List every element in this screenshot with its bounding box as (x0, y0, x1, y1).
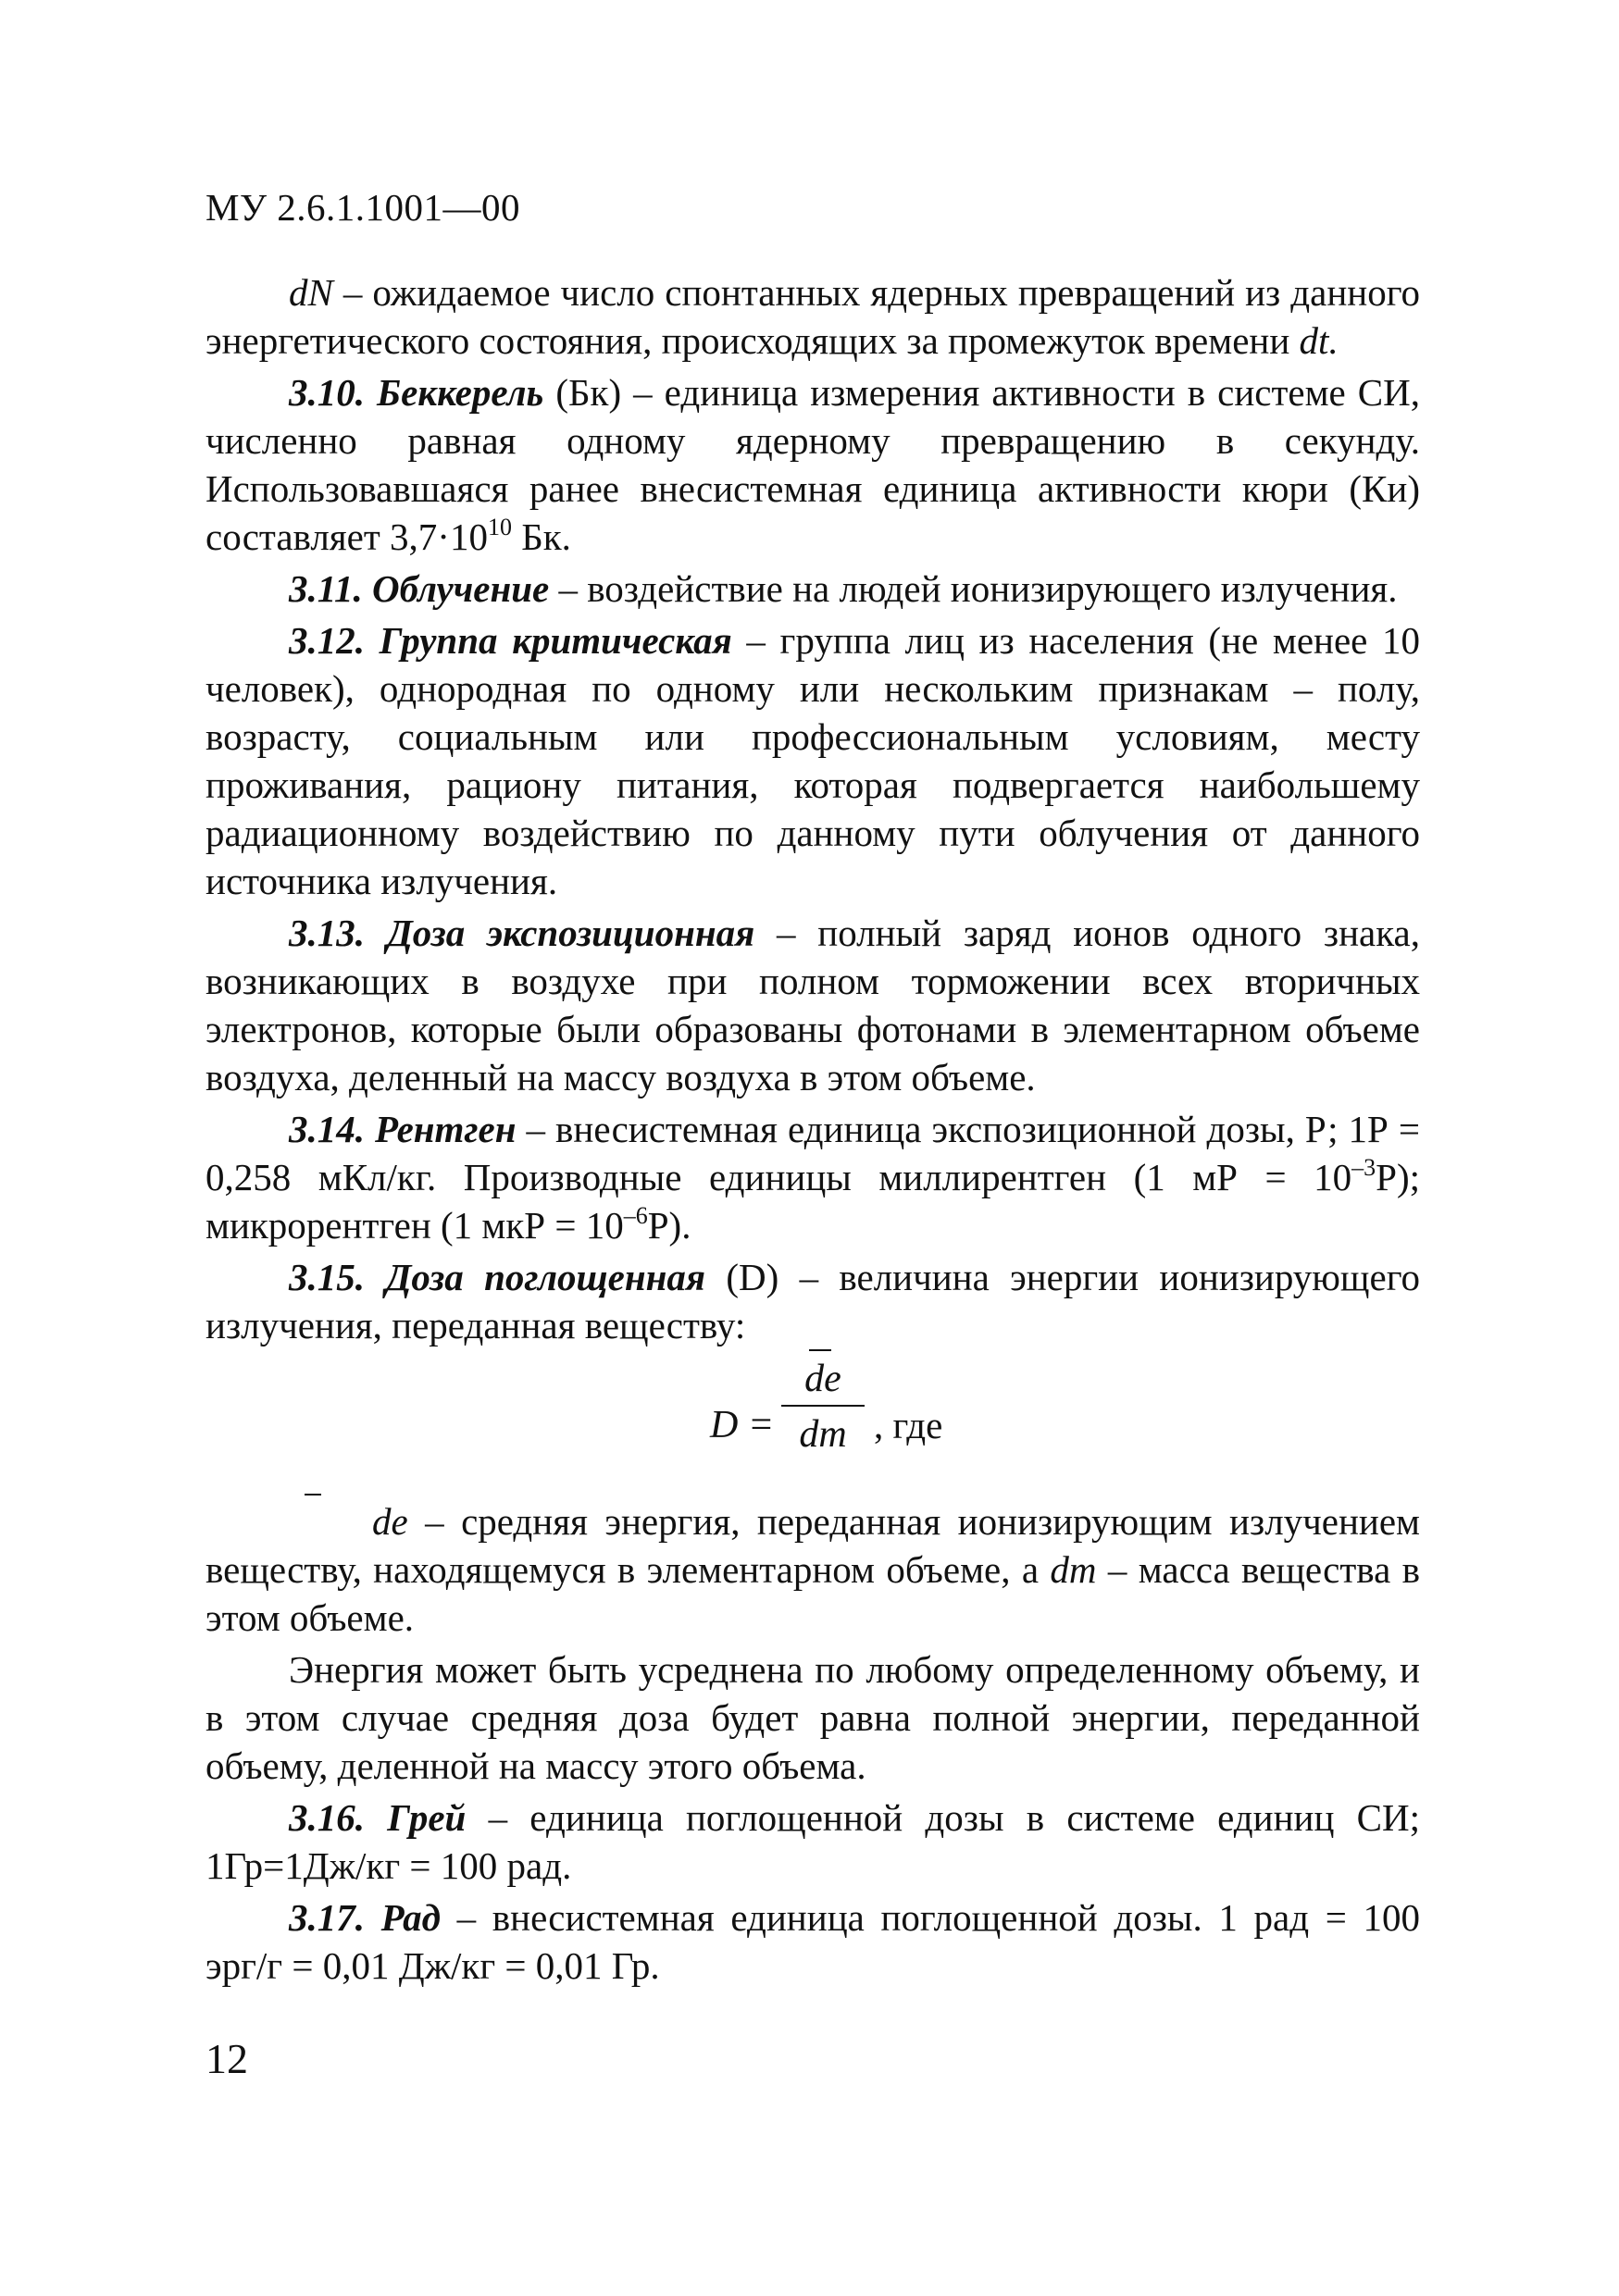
paragraph-text: – внесистемная единица поглощенной дозы. 1 рад = 100 эрг/г = 0,01 Дж/кг = 0,01 Гр. (205, 1896, 1420, 1987)
variable-de (289, 1497, 408, 1545)
formula-numerator (781, 1355, 865, 1403)
term-label: 3.12. Группа критическая (289, 619, 732, 662)
variable-dm: dm (1050, 1548, 1097, 1591)
formula-tail: , где (874, 1404, 943, 1446)
term-label: 3.17. Рад (289, 1896, 441, 1939)
paragraph-text: – внесистемная единица экспозиционной дозы, Р; 1Р = 0,258 мКл/кг. Производные единицы миллирентген (1 мР = 10 (205, 1108, 1420, 1198)
variable-dt: dt. (1299, 319, 1339, 362)
term-label: 3.16. Грей (289, 1796, 467, 1839)
paragraph-3-17 (205, 1893, 1420, 1990)
superscript: –3 (1351, 1154, 1376, 1181)
paragraph-energy-averaging (205, 1645, 1420, 1790)
paragraph-text: Бк. (511, 515, 571, 558)
paragraph-text: – средняя энергия, переданная ионизирующим излучением веществу, находящемуся в элементарном объеме, а (205, 1500, 1420, 1591)
paragraph-text: Р); микрорентген (1 мкР = 10 (205, 1156, 1420, 1247)
term-label: 3.10. Беккерель (289, 371, 544, 414)
term-label: 3.13. Доза экспозиционная (289, 912, 755, 954)
overline-mark (305, 1494, 321, 1496)
term-label: 3.11. Облучение (289, 567, 550, 610)
paragraph-text: – ожидаемое число спонтанных ядерных превращений из данного энергетического состояния, происходящих за промежуток времени (205, 271, 1420, 362)
numerator-text: de (804, 1358, 841, 1400)
formula-fraction (781, 1355, 865, 1458)
paragraph-text: (D) – величина энергии ионизирующего излучения, переданная веществу: (205, 1256, 1420, 1347)
variable-dn: dN (289, 271, 333, 314)
paragraph-text: – группа лиц из населения (не менее 10 человек), однородная по одному или нескольким признакам – полу, возрасту, социальным или профессиональным условиям, месту проживания, рациону питания, которая подвергается наибольшему радиационному воздействию по данному пути облучения от данного источника излучения. (205, 619, 1421, 902)
paragraph-3-11 (205, 565, 1420, 613)
paragraph-text: – единица поглощенной дозы в системе единиц СИ; 1Гр=1Дж/кг = 100 рад. (205, 1796, 1420, 1887)
paragraph-text: – масса вещества в этом объеме. (205, 1548, 1420, 1639)
document-body (205, 268, 1420, 1993)
paragraph-3-10 (205, 368, 1420, 561)
variable-de-text: de (372, 1500, 408, 1543)
page-number: 12 (205, 2035, 248, 2082)
formula-lhs: D = (710, 1404, 775, 1446)
paragraph-3-12 (205, 616, 1420, 905)
paragraph-text: (Бк) – единица измерения активности в системе СИ, численно равная одному ядерному превращению в секунду. Использовавшаяся ранее внесистемная единица активности кюри (Ки) составляет 3,7 (205, 371, 1420, 558)
multiplier-text: ·10 (437, 515, 488, 558)
fraction-bar (781, 1405, 865, 1407)
term-label: 3.14. Рентген (289, 1108, 517, 1150)
document-header: МУ 2.6.1.1001—00 (205, 186, 520, 229)
formula-denominator: dm (799, 1413, 847, 1456)
paragraph-3-13 (205, 909, 1420, 1101)
absorbed-dose-formula (205, 1355, 1420, 1484)
superscript: 10 (487, 514, 512, 540)
paragraph-text: Энергия может быть усреднена по любому определенному объему, и в этом случае средняя доза будет равна полной энергии, переданной объему, деленной на массу этого объема. (205, 1648, 1420, 1787)
paragraph-dn-definition (205, 268, 1420, 365)
overline-mark (809, 1349, 831, 1351)
paragraph-3-16 (205, 1793, 1420, 1890)
paragraph-text: – полный заряд ионов одного знака, возникающих в воздухе при полном торможении всех вторичных электронов, которые были образованы фотонами в элементарном объеме воздуха, деленный на массу воздуха в этом объеме. (205, 912, 1420, 1098)
paragraph-de-definition (205, 1497, 1420, 1642)
paragraph-3-14 (205, 1105, 1420, 1249)
superscript: –6 (623, 1202, 648, 1229)
paragraph-text: – воздействие на людей ионизирующего излучения. (549, 567, 1398, 610)
paragraph-3-15 (205, 1253, 1420, 1349)
paragraph-text: Р). (647, 1204, 691, 1247)
term-label: 3.15. Доза поглощенная (289, 1256, 706, 1298)
